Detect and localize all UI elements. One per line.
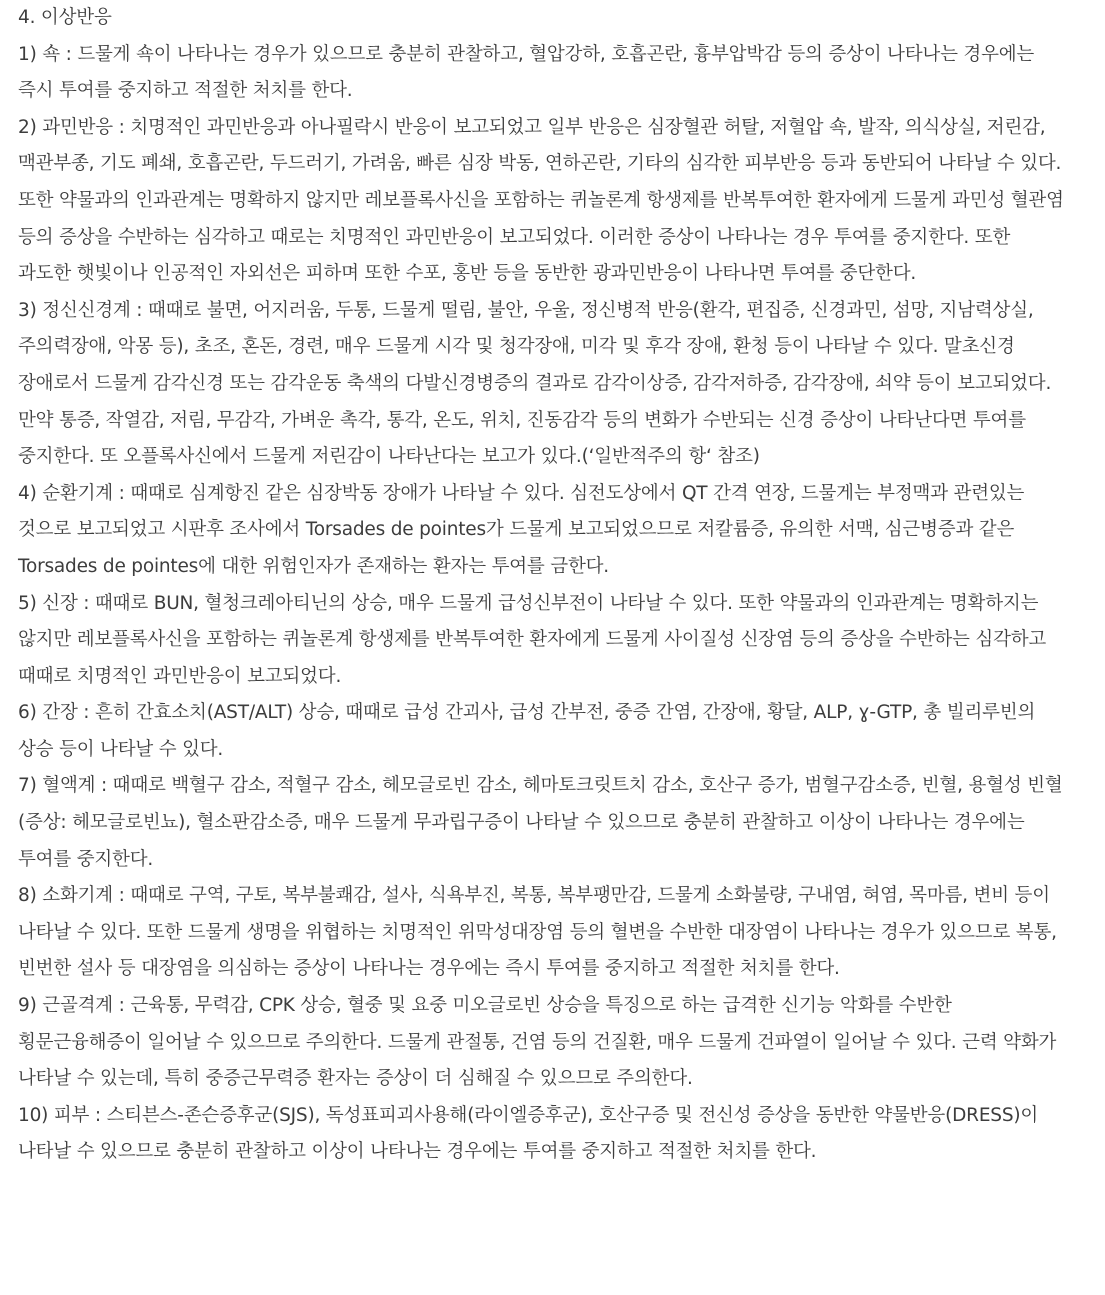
paragraph-skin: 10) 피부 : 스티븐스-존슨증후군(SJS), 독성표피괴사용해(라이엘증후군), 호산구증 및 전신성 증상을 동반한 약물반응(DRESS)이 나타날 수 있으므로 충분히 관찰하고 이상이 나타나는 경우에는 투여를 중지하고 적절한 처치를 한다. <box>18 1104 1039 1163</box>
paragraph-hepatic: 6) 간장 : 흔히 간효소치(AST/ALT) 상승, 때때로 급성 간괴사, 급성 간부전, 중증 간염, 간장애, 황달, ALP, ɣ-GTP, 총 빌리루빈의 상승 등이 나타날 수 있다. <box>18 702 1036 760</box>
paragraph-renal: 5) 신장 : 때때로 BUN, 혈청크레아티닌의 상승, 매우 드물게 급성신부전이 나타날 수 있다. 또한 약물과의 인과관계는 명확하지는 않지만 레보플록사신을 포함하는 퀴놀론계 항생제를 반복투여한 환자에게 드물게 사이질성 신장염 등의 증상을 수반하는 심각하고 때때로 치명적인 과민반응이 보고되었다. <box>18 592 1047 687</box>
paragraph-hypersensitivity: 2) 과민반응 : 치명적인 과민반응과 아나필락시 반응이 보고되었고 일부 반응은 심장혈관 허탈, 저혈압 쇽, 발작, 의식상실, 저린감, 맥관부종, 기도 폐쇄, 호흡곤란, 두드러기, 가려움, 빠른 심장 박동, 연하곤란, 기타의 심각한 피부반응 등과 동반되어 나타날 수 있다. 또한 약물과의 인과관계는 명확하지 않지만 레보플록사신을 포함하는 퀴놀론계 항생제를 반복투여한 환자에게 드물게 과민성 혈관염 등의 증상을 수반하는 심각하고 때로는 치명적인 과민반응이 보고되었다. 이러한 증상이 나타나는 경우 투여를 중지한다. 또한 과도한 햇빛이나 인공적인 자외선은 피하며 또한 수포, 홍반 등을 동반한 광과민반응이 나타나면 투여를 중단한다. <box>18 116 1064 285</box>
paragraph-cardiovascular: 4) 순환기계 : 때때로 심계항진 같은 심장박동 장애가 나타날 수 있다. 심전도상에서 QT 간격 연장, 드물게는 부정맥과 관련있는 것으로 보고되었고 시판후 조사에서 Torsades de pointes가 드물게 보고되었으므로 저칼륨증, 유의한 서맥, 심근병증과 같은 Torsades de pointes에 대한 위험인자가 존재하는 환자는 투여를 금한다. <box>18 482 1025 577</box>
paragraph-musculoskeletal: 9) 근골격계 : 근육통, 무력감, CPK 상승, 혈중 및 요중 미오글로빈 상승을 특징으로 하는 급격한 신기능 악화를 수반한 횡문근융해증이 일어날 수 있으므로 주의한다. 드물게 관절통, 건염 등의 건질환, 매우 드물게 건파열이 일어날 수 있다. 근력 약화가 나타날 수 있는데, 특히 중증근무력증 환자는 증상이 더 심해질 수 있으므로 주의한다. <box>18 995 1057 1090</box>
section-title: 4. 이상반응 <box>18 7 112 28</box>
paragraph-shock: 1) 쇽 : 드물게 쇽이 나타나는 경우가 있으므로 충분히 관찰하고, 혈압강하, 호흡곤란, 흉부압박감 등의 증상이 나타나는 경우에는 즉시 투여를 중지하고 적절한 처치를 한다. <box>18 43 1035 102</box>
paragraph-hematologic: 7) 혈액계 : 때때로 백혈구 감소, 적혈구 감소, 헤모글로빈 감소, 헤마토크릿트치 감소, 호산구 증가, 범혈구감소증, 빈혈, 용혈성 빈혈(증상: 헤모글로빈뇨), 혈소판감소증, 매우 드물게 무과립구증이 나타날 수 있으므로 충분히 관찰하고 이상이 나타나는 경우에는 투여를 중지한다. <box>18 775 1063 870</box>
paragraph-gastrointestinal: 8) 소화기계 : 때때로 구역, 구토, 복부불쾌감, 설사, 식욕부진, 복통, 복부팽만감, 드물게 소화불량, 구내염, 혀염, 목마름, 변비 등이 나타날 수 있다. 또한 드물게 생명을 위협하는 치명적인 위막성대장염 등의 혈변을 수반한 대장염이 나타나는 경우가 있으므로 복통, 빈번한 설사 등 대장염을 의심하는 증상이 나타나는 경우에는 즉시 투여를 중지하고 적절한 처치를 한다. <box>18 885 1057 980</box>
paragraph-neuropsychiatric: 3) 정신신경계 : 때때로 불면, 어지러움, 두통, 드물게 떨림, 불안, 우울, 정신병적 반응(환각, 편집증, 신경과민, 섬망, 지남력상실, 주의력장애, 악몽 등), 초조, 혼돈, 경련, 매우 드물게 시각 및 청각장애, 미각 및 후각 장애, 환청 등이 나타날 수 있다. 말초신경 장애로서 드물게 감각신경 또는 감각운동 축색의 다발신경병증의 결과로 감각이상증, 감각저하증, 감각장애, 쇠약 등이 보고되었다. 만약 통증, 작열감, 저림, 무감각, 가벼운 촉각, 통각, 온도, 위치, 진동감각 등의 변화가 수반되는 신경 증상이 나타난다면 투여를 중지한다. 또 오플록사신에서 드물게 저린감이 나타난다는 보고가 있다.(‘일반적주의 항‘ 참조) <box>18 299 1052 468</box>
